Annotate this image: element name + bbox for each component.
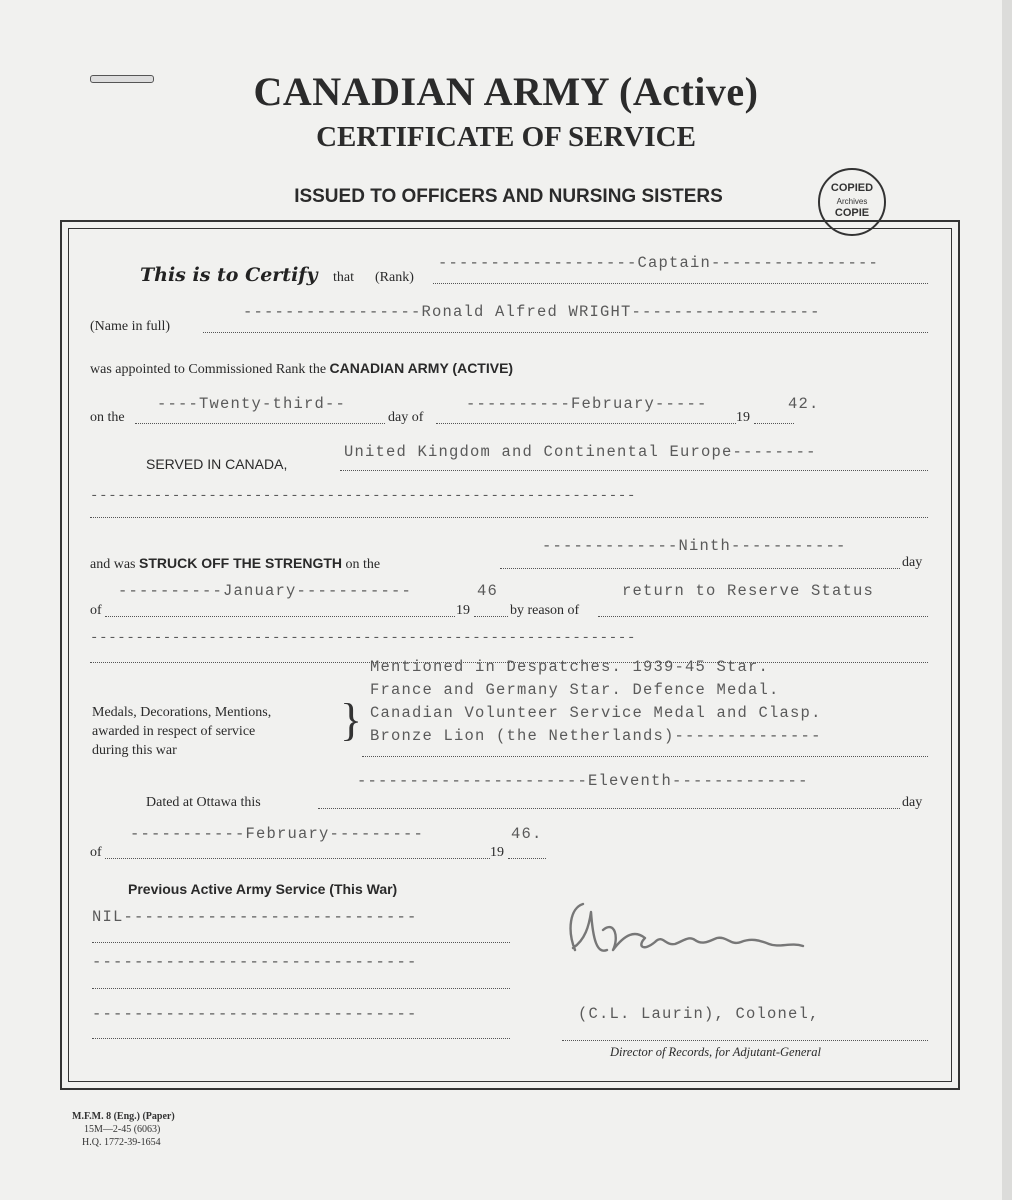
struck-month-dotted-line (105, 616, 455, 617)
dated-day-label: day (902, 795, 923, 810)
struck-on-label: on the (345, 557, 381, 572)
medals-line-4: Bronze Lion (the Netherlands)-------------- (370, 727, 822, 745)
previous-line-3: ------------------------------- (92, 1005, 418, 1023)
nineteen-label: 19 (736, 410, 750, 425)
struck-prefix: and was (90, 557, 136, 572)
struck-nineteen-label: 19 (456, 603, 470, 618)
issued-to-heading: ISSUED TO OFFICERS AND NURSING SISTERS (294, 186, 723, 207)
struck-day-label: day (902, 555, 923, 570)
name-label: (Name in full) (90, 319, 171, 334)
served-value-2: ------------------------------------------------------------ (90, 488, 637, 504)
on-the-label: on the (90, 410, 125, 425)
reason-label: by reason of (510, 603, 580, 618)
that-label: that (333, 270, 354, 285)
served-label: SERVED IN CANADA, (146, 456, 288, 472)
previous-service-label: Previous Active Army Service (This War) (128, 881, 398, 897)
medals-label-line-3: during this war (92, 743, 177, 758)
medals-label (92, 703, 271, 760)
medals-brace: } (340, 694, 363, 745)
dated-month-dotted-line (105, 858, 490, 859)
dated-day-value: ----------------------Eleventh------------- (357, 772, 809, 790)
medals-line-1: Mentioned in Despatches. 1939-45 Star. (370, 658, 770, 676)
dated-year-value: 46. (511, 825, 543, 843)
name-dotted-line (203, 332, 928, 333)
stamp-line-3: COPIE (834, 207, 870, 219)
struck-day-value: -------------Ninth----------- (542, 537, 847, 555)
struck-of-label: of (90, 603, 102, 618)
document-subtitle: CERTIFICATE OF SERVICE (316, 121, 696, 153)
appointed-day-value: ----Twenty-third-- (157, 395, 347, 413)
document-title: CANADIAN ARMY (Active) (253, 69, 759, 114)
signatory-dotted-line (562, 1040, 928, 1041)
stamp-line-2: Archives (836, 197, 868, 206)
appointed-month-value: ----------February----- (466, 395, 708, 413)
director-of-records-label: Director of Records, for Adjutant-General (610, 1045, 821, 1059)
previous-line-1: NIL---------------------------- (92, 908, 418, 926)
previous-dotted-line-3 (92, 1038, 510, 1039)
appointed-text (90, 360, 513, 378)
dated-of-label: of (90, 845, 102, 860)
print-code: 15M—2-45 (6063) (84, 1124, 161, 1135)
previous-dotted-line-1 (92, 942, 510, 943)
struck-month-value: ----------January----------- (118, 582, 413, 600)
previous-dotted-line-2 (92, 988, 510, 989)
medals-line-3: Canadian Volunteer Service Medal and Clasp. (370, 704, 822, 722)
rank-label: (Rank) (375, 270, 414, 285)
handwritten-signature (545, 890, 845, 980)
rank-dotted-line (433, 283, 928, 284)
appointed-year-value: 42. (788, 395, 820, 413)
form-code: M.F.M. 8 (Eng.) (Paper) (72, 1111, 175, 1122)
page-edge (1002, 0, 1012, 1200)
dated-day-dotted-line (318, 808, 900, 809)
medals-dotted-line (362, 756, 928, 757)
medals-line-2: France and Germany Star. Defence Medal. (370, 681, 780, 699)
served-dotted-line-2 (90, 517, 928, 518)
struck-day-dotted-line (500, 568, 900, 569)
struck-year-value: 46 (477, 582, 499, 600)
served-value: United Kingdom and Continental Europe-------- (344, 443, 817, 461)
previous-line-2: ------------------------------- (92, 953, 418, 971)
dated-label: Dated at Ottawa this (146, 795, 261, 810)
dated-year-dotted-line (508, 858, 546, 859)
reason-value-2: ------------------------------------------------------------ (90, 630, 637, 646)
reason-dotted-line (598, 616, 928, 617)
struck-year-dotted-line (474, 616, 508, 617)
reason-value: return to Reserve Status (622, 582, 875, 600)
day-of-label: day of (388, 410, 424, 425)
medals-label-line-2: awarded in respect of service (92, 724, 256, 739)
form-footer (72, 1110, 175, 1149)
dated-nineteen-label: 19 (490, 845, 504, 860)
served-dotted-line (340, 470, 928, 471)
name-value: -----------------Ronald Alfred WRIGHT------------------ (243, 303, 821, 321)
hq-code: H.Q. 1772-39-1654 (82, 1137, 161, 1148)
struck-bold: STRUCK OFF THE STRENGTH (139, 555, 342, 571)
struck-off-text (90, 555, 380, 573)
medals-label-line-1: Medals, Decorations, Mentions, (92, 705, 272, 720)
appointed-prefix: was appointed to Commissioned Rank the (90, 362, 327, 377)
month-dotted-line (436, 423, 736, 424)
appointed-bold: CANADIAN ARMY (ACTIVE) (329, 360, 514, 376)
dated-month-value: -----------February--------- (130, 825, 425, 843)
year-dotted-line (754, 423, 794, 424)
stamp-line-1: COPIED (830, 182, 874, 194)
certify-heading: This is to Certify (140, 264, 318, 286)
day-dotted-line (135, 423, 385, 424)
signatory-name: (C.L. Laurin), Colonel, (578, 1005, 820, 1023)
rank-value: -------------------Captain---------------- (438, 254, 880, 272)
